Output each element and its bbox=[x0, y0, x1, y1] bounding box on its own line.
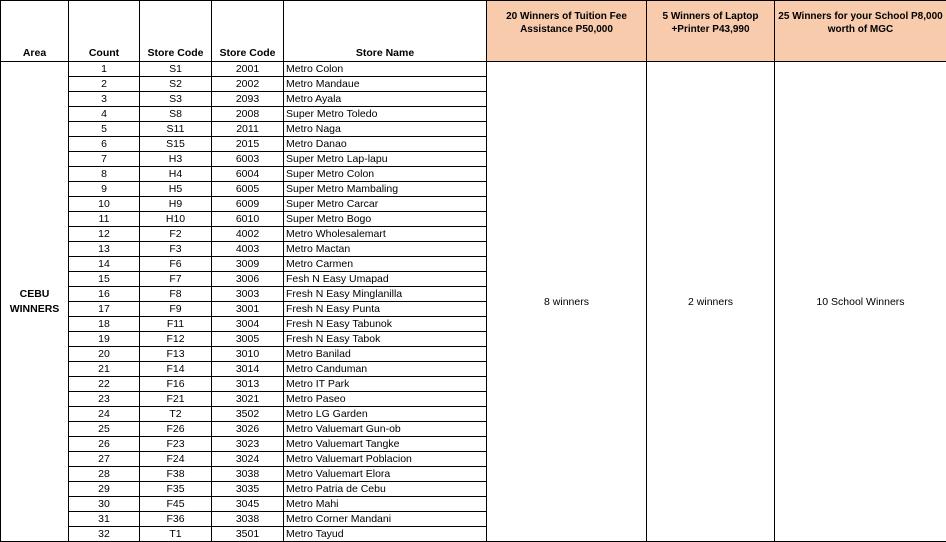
count-cell: 15 bbox=[69, 272, 140, 287]
header-prize-school: 25 Winners for your School P8,000 worth of MGC bbox=[775, 1, 946, 62]
store-code-cell: S1 bbox=[140, 62, 212, 77]
store-name-cell: Metro Carmen bbox=[284, 257, 487, 272]
store-name-cell: Metro IT Park bbox=[284, 377, 487, 392]
store-name-cell: Fesh N Easy Umapad bbox=[284, 272, 487, 287]
store-code-numeric-cell: 3004 bbox=[212, 317, 284, 332]
count-cell: 24 bbox=[69, 407, 140, 422]
count-cell: 2 bbox=[69, 77, 140, 92]
store-code-cell: F38 bbox=[140, 467, 212, 482]
count-cell: 4 bbox=[69, 107, 140, 122]
store-name-cell: Metro Mandaue bbox=[284, 77, 487, 92]
store-code-numeric-cell: 3024 bbox=[212, 452, 284, 467]
store-code-cell: S15 bbox=[140, 137, 212, 152]
count-cell: 11 bbox=[69, 212, 140, 227]
store-code-numeric-cell: 2002 bbox=[212, 77, 284, 92]
store-code-numeric-cell: 3005 bbox=[212, 332, 284, 347]
store-code-cell: T2 bbox=[140, 407, 212, 422]
store-name-cell: Super Metro Toledo bbox=[284, 107, 487, 122]
store-code-numeric-cell: 3003 bbox=[212, 287, 284, 302]
count-cell: 23 bbox=[69, 392, 140, 407]
store-name-cell: Fresh N Easy Tabunok bbox=[284, 317, 487, 332]
count-cell: 20 bbox=[69, 347, 140, 362]
store-code-cell: F36 bbox=[140, 512, 212, 527]
count-cell: 26 bbox=[69, 437, 140, 452]
store-code-numeric-cell: 6005 bbox=[212, 182, 284, 197]
store-code-numeric-cell: 3014 bbox=[212, 362, 284, 377]
store-code-cell: F8 bbox=[140, 287, 212, 302]
store-code-cell: F24 bbox=[140, 452, 212, 467]
store-name-cell: Metro Mahi bbox=[284, 497, 487, 512]
count-cell: 27 bbox=[69, 452, 140, 467]
store-code-cell: F21 bbox=[140, 392, 212, 407]
area-cell: CEBU WINNERS bbox=[1, 62, 69, 542]
store-code-cell: F9 bbox=[140, 302, 212, 317]
count-cell: 13 bbox=[69, 242, 140, 257]
store-code-cell: F16 bbox=[140, 377, 212, 392]
store-name-cell: Metro Naga bbox=[284, 122, 487, 137]
store-code-numeric-cell: 3045 bbox=[212, 497, 284, 512]
count-cell: 3 bbox=[69, 92, 140, 107]
header-row bbox=[1, 1, 946, 62]
header-store-code-1: Store Code bbox=[140, 1, 212, 62]
count-cell: 9 bbox=[69, 182, 140, 197]
store-code-cell: F35 bbox=[140, 482, 212, 497]
store-code-numeric-cell: 2015 bbox=[212, 137, 284, 152]
store-code-cell: F45 bbox=[140, 497, 212, 512]
count-cell: 28 bbox=[69, 467, 140, 482]
store-name-cell: Metro Tayud bbox=[284, 527, 487, 542]
header-count: Count bbox=[69, 1, 140, 62]
count-cell: 25 bbox=[69, 422, 140, 437]
prize-tuition-result: 8 winners bbox=[487, 62, 647, 542]
count-cell: 30 bbox=[69, 497, 140, 512]
count-cell: 10 bbox=[69, 197, 140, 212]
store-code-numeric-cell: 3038 bbox=[212, 512, 284, 527]
count-cell: 1 bbox=[69, 62, 140, 77]
count-cell: 31 bbox=[69, 512, 140, 527]
store-name-cell: Metro LG Garden bbox=[284, 407, 487, 422]
store-code-numeric-cell: 3001 bbox=[212, 302, 284, 317]
store-code-numeric-cell: 6010 bbox=[212, 212, 284, 227]
store-name-cell: Metro Valuemart Poblacion bbox=[284, 452, 487, 467]
store-code-numeric-cell: 3502 bbox=[212, 407, 284, 422]
store-name-cell: Metro Wholesalemart bbox=[284, 227, 487, 242]
prize-school-result: 10 School Winners bbox=[775, 62, 946, 542]
store-name-cell: Super Metro Lap-lapu bbox=[284, 152, 487, 167]
store-code-cell: H10 bbox=[140, 212, 212, 227]
header-prize-tuition: 20 Winners of Tuition Fee Assistance P50,000 bbox=[487, 1, 647, 62]
count-cell: 5 bbox=[69, 122, 140, 137]
store-name-cell: Fresh N Easy Minglanilla bbox=[284, 287, 487, 302]
store-name-cell: Metro Valuemart Elora bbox=[284, 467, 487, 482]
count-cell: 21 bbox=[69, 362, 140, 377]
store-code-cell: F12 bbox=[140, 332, 212, 347]
store-code-numeric-cell: 6009 bbox=[212, 197, 284, 212]
count-cell: 14 bbox=[69, 257, 140, 272]
store-code-cell: F7 bbox=[140, 272, 212, 287]
store-name-cell: Metro Danao bbox=[284, 137, 487, 152]
store-name-cell: Metro Colon bbox=[284, 62, 487, 77]
store-code-numeric-cell: 2011 bbox=[212, 122, 284, 137]
store-code-numeric-cell: 3501 bbox=[212, 527, 284, 542]
count-cell: 16 bbox=[69, 287, 140, 302]
store-name-cell: Metro Corner Mandani bbox=[284, 512, 487, 527]
header-store-name: Store Name bbox=[284, 1, 487, 62]
store-code-numeric-cell: 3021 bbox=[212, 392, 284, 407]
store-name-cell: Super Metro Carcar bbox=[284, 197, 487, 212]
store-code-numeric-cell: 6003 bbox=[212, 152, 284, 167]
store-code-numeric-cell: 4003 bbox=[212, 242, 284, 257]
store-code-cell: F26 bbox=[140, 422, 212, 437]
store-code-numeric-cell: 6004 bbox=[212, 167, 284, 182]
store-code-numeric-cell: 3023 bbox=[212, 437, 284, 452]
store-code-numeric-cell: 3013 bbox=[212, 377, 284, 392]
count-cell: 8 bbox=[69, 167, 140, 182]
store-name-cell: Metro Banilad bbox=[284, 347, 487, 362]
store-code-numeric-cell: 2001 bbox=[212, 62, 284, 77]
store-code-cell: H3 bbox=[140, 152, 212, 167]
store-code-cell: F13 bbox=[140, 347, 212, 362]
count-cell: 12 bbox=[69, 227, 140, 242]
store-name-cell: Fresh N Easy Punta bbox=[284, 302, 487, 317]
store-name-cell: Super Metro Mambaling bbox=[284, 182, 487, 197]
store-code-cell: S2 bbox=[140, 77, 212, 92]
count-cell: 7 bbox=[69, 152, 140, 167]
header-store-code-2: Store Code bbox=[212, 1, 284, 62]
store-code-cell: F11 bbox=[140, 317, 212, 332]
store-code-numeric-cell: 3010 bbox=[212, 347, 284, 362]
store-name-cell: Metro Valuemart Tangke bbox=[284, 437, 487, 452]
count-cell: 32 bbox=[69, 527, 140, 542]
count-cell: 6 bbox=[69, 137, 140, 152]
store-code-cell: H4 bbox=[140, 167, 212, 182]
store-code-cell: F2 bbox=[140, 227, 212, 242]
store-code-numeric-cell: 3009 bbox=[212, 257, 284, 272]
store-code-numeric-cell: 3038 bbox=[212, 467, 284, 482]
store-name-cell: Super Metro Colon bbox=[284, 167, 487, 182]
count-cell: 22 bbox=[69, 377, 140, 392]
store-name-cell: Metro Patria de Cebu bbox=[284, 482, 487, 497]
store-name-cell: Metro Mactan bbox=[284, 242, 487, 257]
count-cell: 18 bbox=[69, 317, 140, 332]
store-code-numeric-cell: 3006 bbox=[212, 272, 284, 287]
store-code-cell: F14 bbox=[140, 362, 212, 377]
count-cell: 19 bbox=[69, 332, 140, 347]
store-code-numeric-cell: 2093 bbox=[212, 92, 284, 107]
count-cell: 29 bbox=[69, 482, 140, 497]
store-code-cell: H9 bbox=[140, 197, 212, 212]
header-area: Area bbox=[1, 1, 69, 62]
store-code-numeric-cell: 3035 bbox=[212, 482, 284, 497]
store-code-cell: F6 bbox=[140, 257, 212, 272]
prize-laptop-result: 2 winners bbox=[647, 62, 775, 542]
store-name-cell: Super Metro Bogo bbox=[284, 212, 487, 227]
store-code-numeric-cell: 3026 bbox=[212, 422, 284, 437]
store-name-cell: Metro Paseo bbox=[284, 392, 487, 407]
store-code-cell: T1 bbox=[140, 527, 212, 542]
store-code-cell: S8 bbox=[140, 107, 212, 122]
table-row bbox=[1, 62, 946, 77]
store-code-cell: S3 bbox=[140, 92, 212, 107]
store-name-cell: Fresh N Easy Tabok bbox=[284, 332, 487, 347]
store-code-cell: F3 bbox=[140, 242, 212, 257]
store-name-cell: Metro Canduman bbox=[284, 362, 487, 377]
store-name-cell: Metro Valuemart Gun-ob bbox=[284, 422, 487, 437]
count-cell: 17 bbox=[69, 302, 140, 317]
store-code-numeric-cell: 4002 bbox=[212, 227, 284, 242]
store-code-cell: F23 bbox=[140, 437, 212, 452]
table-body bbox=[1, 62, 946, 542]
store-name-cell: Metro Ayala bbox=[284, 92, 487, 107]
store-code-cell: H5 bbox=[140, 182, 212, 197]
store-code-numeric-cell: 2008 bbox=[212, 107, 284, 122]
header-prize-laptop: 5 Winners of Laptop +Printer P43,990 bbox=[647, 1, 775, 62]
store-code-cell: S11 bbox=[140, 122, 212, 137]
